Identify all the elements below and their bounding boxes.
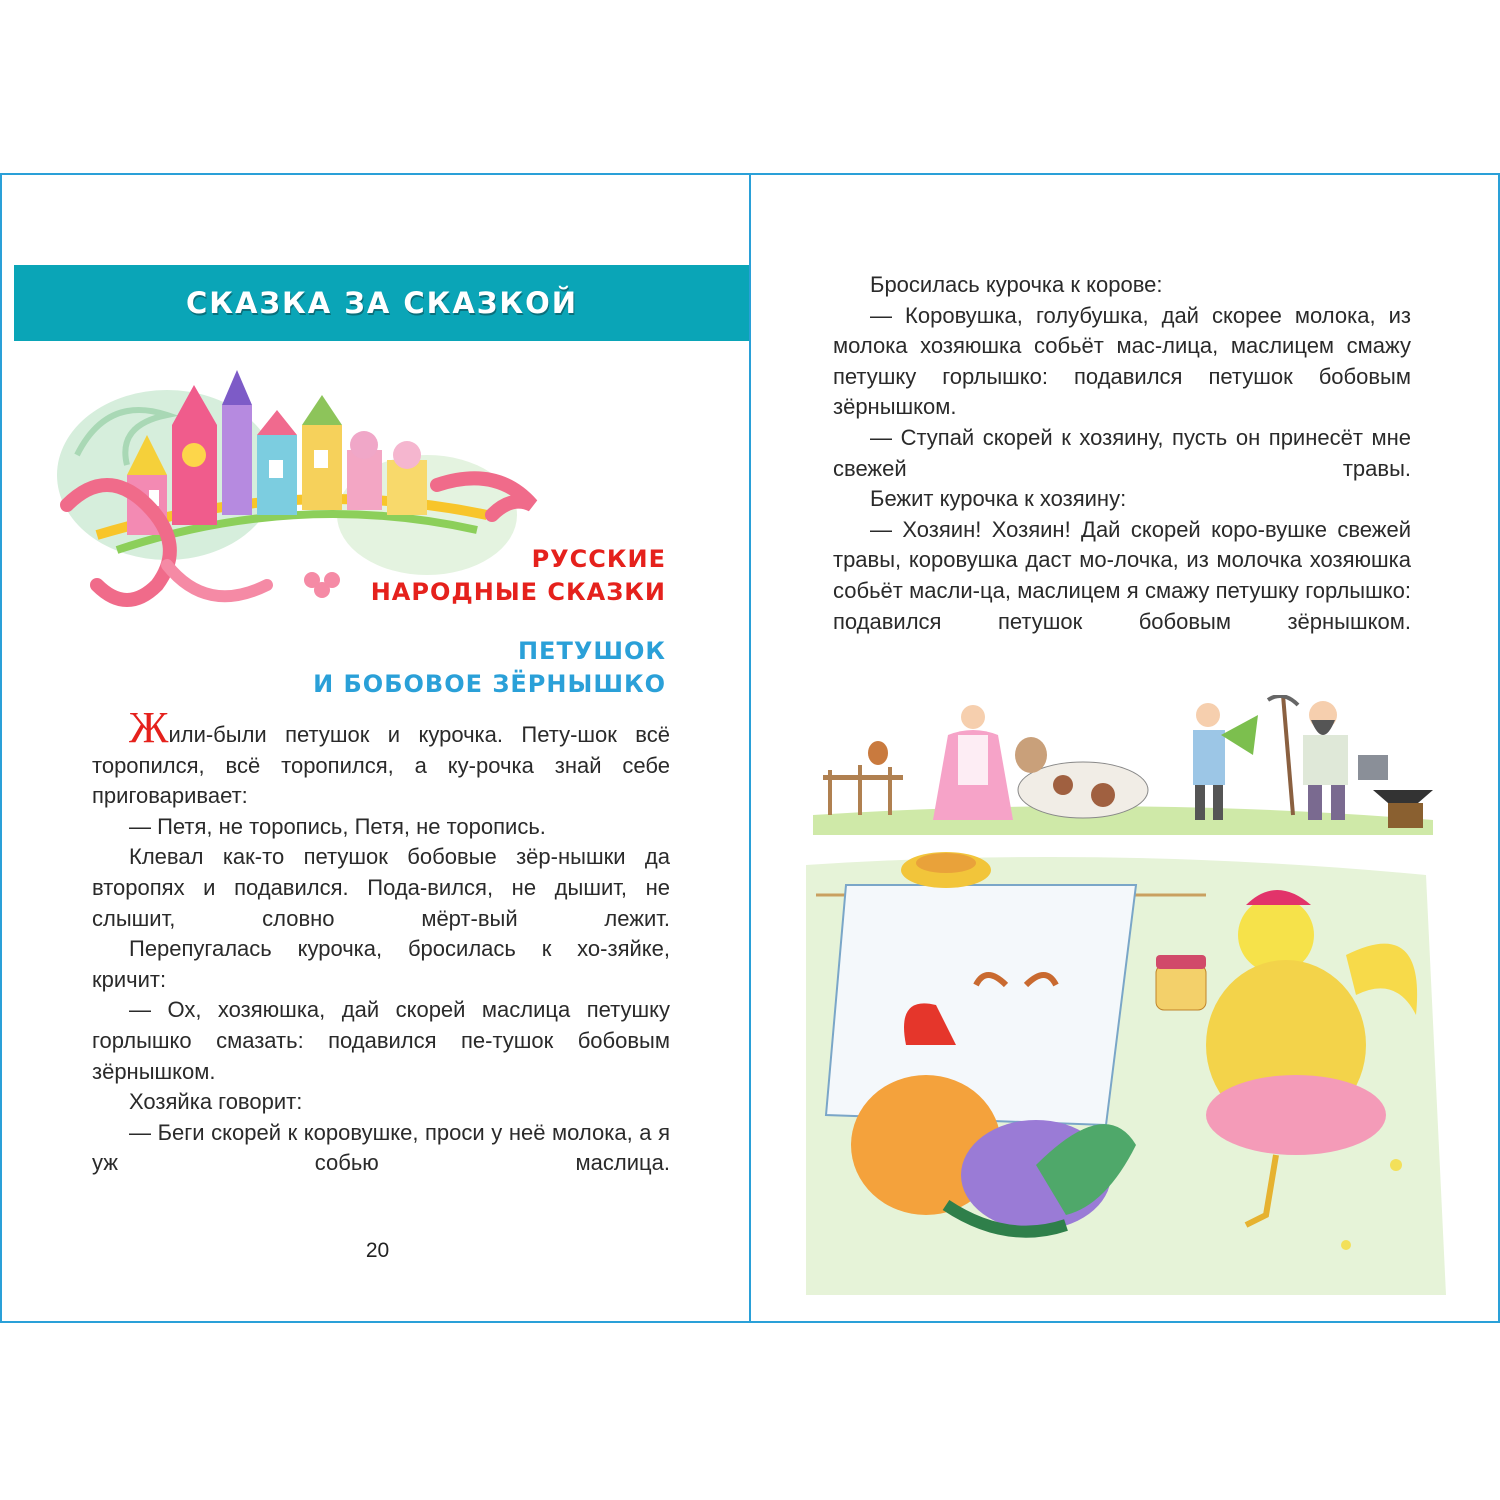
paragraph: Бросилась курочка к корове:: [870, 272, 1163, 297]
paragraph: — Хозяин! Хозяин! Дай скорей коро-вушке свежей травы, коровушка даст мо-лочка, из молочка хозяюшка собьёт масли-ца, маслицем я смажу петушку горлышко: подавился петушок бобовым зёрнышком.: [833, 516, 1411, 634]
paragraph: Перепугалась курочка, бросилась к хо-зяйке, кричит:: [92, 936, 670, 992]
story-title-line1: ПЕТУШОК: [517, 637, 666, 665]
left-page: [0, 173, 751, 1323]
drop-cap: Ж: [129, 703, 169, 752]
paragraph: Жили-были петушок и курочка. Пету-шок всё торопился, всё торопился, а ку-рочка знай себе приговаривает:: [92, 703, 670, 809]
paragraph: — Петя, не торопись, Петя, не торопись.: [129, 813, 546, 839]
section-title-line2: НАРОДНЫЕ СКАЗКИ: [370, 578, 666, 606]
paragraph: — Беги скорей к коровушке, проси у неё молока, а я уж собью маслица.: [92, 1119, 670, 1176]
book-spread: [0, 173, 1500, 1325]
paragraph: Бежит курочка к хозяину:: [870, 486, 1127, 512]
farm-characters-illustration: [813, 695, 1433, 835]
right-page-text: [833, 270, 1411, 637]
paragraph: — Коровушка, голубушка, дай скорее молока, из молока хозяюшка собьёт мас-лица, маслицем смажу петушку горлышко: подавился петушок бобовым зёрнышком.: [833, 302, 1411, 420]
section-title: [371, 543, 666, 609]
paragraph: — Ступай скорей к хозяину, пусть он принесёт мне свежей травы.: [833, 424, 1411, 481]
series-banner: [14, 265, 750, 341]
story-title-line2: И БОБОВОЕ ЗЁРНЫШКО: [313, 670, 666, 698]
right-page: [749, 173, 1500, 1323]
paragraph: Клевал как-то петушок бобовые зёр-нышки да второпях и подавился. Пода-вился, не дышит, не слышит, словно мёрт-вый лежит.: [92, 844, 670, 931]
paragraph: — Ох, хозяюшка, дай скорей маслица петушку горлышко смазать: подавился пе-тушок бобовым зёрнышком.: [92, 997, 670, 1084]
page-number: 20: [365, 1239, 390, 1262]
story-title: [313, 635, 666, 701]
left-page-text: [92, 703, 670, 1179]
series-banner-text: СКАЗКА ЗА СКАЗКОЙ: [185, 286, 579, 320]
paragraph: Хозяйка говорит:: [129, 1089, 303, 1115]
rooster-and-hen-illustration: [806, 845, 1456, 1295]
section-title-line1: РУССКИЕ: [531, 545, 666, 573]
